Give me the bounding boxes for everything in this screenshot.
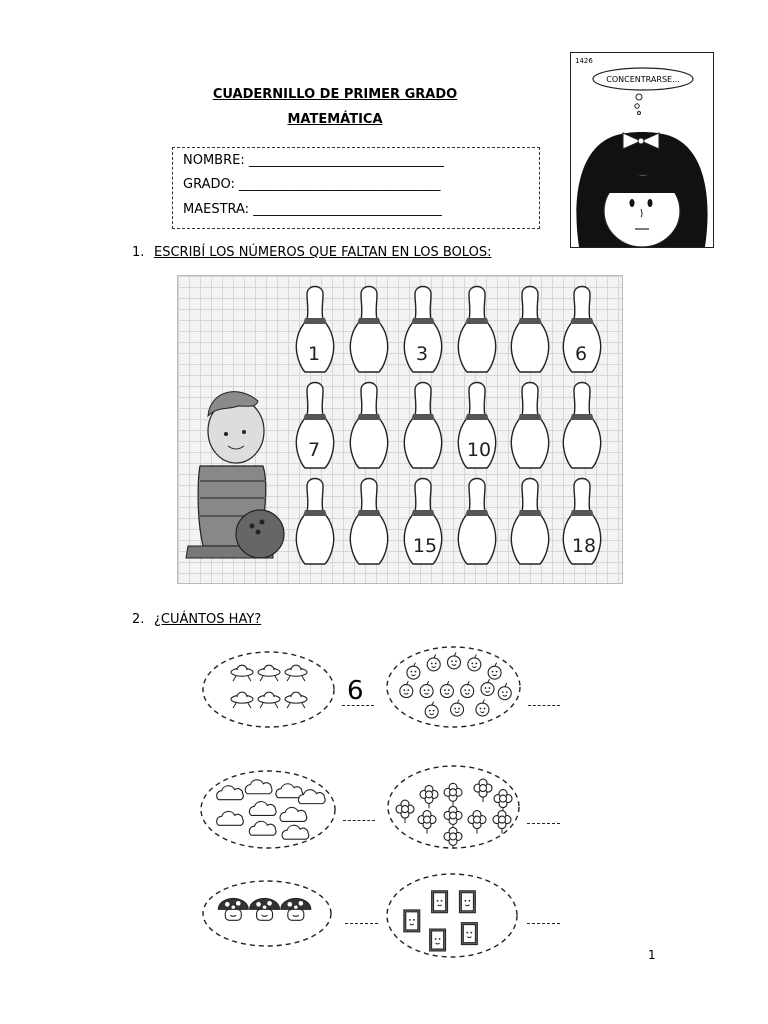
bowling-pin <box>296 383 333 469</box>
cartoon-stamp: 1426 <box>575 57 593 65</box>
bowling-pin <box>458 287 495 373</box>
mafalda-illustration <box>571 53 713 247</box>
pin-number: 1 <box>307 343 321 365</box>
counting-group <box>387 765 520 849</box>
bowling-pin <box>563 383 600 469</box>
cloud-group <box>200 770 336 849</box>
bowling-pin <box>296 287 333 373</box>
bowling-pin <box>511 287 548 373</box>
counting-group <box>202 651 335 728</box>
bowling-pin <box>458 383 495 469</box>
bowling-pin <box>563 479 600 565</box>
grado-field[interactable]: GRADO: _______________________________ <box>183 177 441 192</box>
mafalda-cartoon <box>570 52 714 248</box>
pin-number: 18 <box>571 535 597 557</box>
book-group <box>386 873 518 958</box>
question-1-number: 1. <box>132 245 145 260</box>
student-info-box <box>172 147 540 229</box>
pin-number: 6 <box>574 343 588 365</box>
page-number: 1 <box>648 948 656 962</box>
bowling-exercise <box>177 275 623 584</box>
bowling-pin <box>350 479 387 565</box>
apple-group <box>386 646 521 728</box>
question-2 <box>132 612 261 627</box>
counting-group <box>202 880 332 947</box>
pin-number: 10 <box>466 439 492 461</box>
bowling-pin <box>404 479 441 565</box>
answer-value: 6 <box>347 676 364 706</box>
bowling-pin <box>563 287 600 373</box>
ufo-group <box>202 651 335 728</box>
book-icon <box>459 891 475 913</box>
book-icon <box>404 910 420 932</box>
boy-bowling-icon <box>186 392 284 558</box>
question-1-text: ESCRIBÍ LOS NÚMEROS QUE FALTAN EN LOS BOLOS: <box>154 245 492 260</box>
mushroom-group <box>202 880 332 947</box>
flower-group <box>387 765 520 849</box>
bowling-pin <box>458 479 495 565</box>
counting-group <box>386 873 518 958</box>
answer-line[interactable] <box>527 823 560 824</box>
bowling-pin <box>350 287 387 373</box>
pin-number: 3 <box>415 343 429 365</box>
answer-line[interactable] <box>528 705 560 706</box>
bowling-pin <box>404 383 441 469</box>
bowling-pin <box>511 479 548 565</box>
counting-group <box>386 646 521 728</box>
bowling-pin <box>404 287 441 373</box>
bowling-pin <box>511 383 548 469</box>
answer-line[interactable] <box>345 923 378 924</box>
book-icon <box>432 891 448 913</box>
thought-text: CONCENTRARSE... <box>606 75 680 84</box>
question-1 <box>132 245 491 260</box>
bowling-pin <box>296 479 333 565</box>
question-2-number: 2. <box>132 612 145 627</box>
question-2-text: ¿CUÁNTOS HAY? <box>154 612 262 627</box>
maestra-field[interactable]: MAESTRA: _____________________________ <box>183 202 442 217</box>
counting-group <box>200 770 336 849</box>
worksheet-title: CUADERNILLO DE PRIMER GRADO <box>212 87 458 102</box>
book-icon <box>461 923 477 945</box>
answer-line[interactable] <box>527 923 560 924</box>
book-icon <box>430 929 446 951</box>
pin-number: 15 <box>412 535 438 557</box>
bowling-pin <box>350 383 387 469</box>
nombre-field[interactable]: NOMBRE: ______________________________ <box>183 153 444 168</box>
worksheet-subject: MATEMÁTICA <box>287 112 383 127</box>
bowling-pins-illustration <box>178 276 622 583</box>
answer-line[interactable] <box>343 820 375 821</box>
pin-number: 7 <box>307 439 321 461</box>
